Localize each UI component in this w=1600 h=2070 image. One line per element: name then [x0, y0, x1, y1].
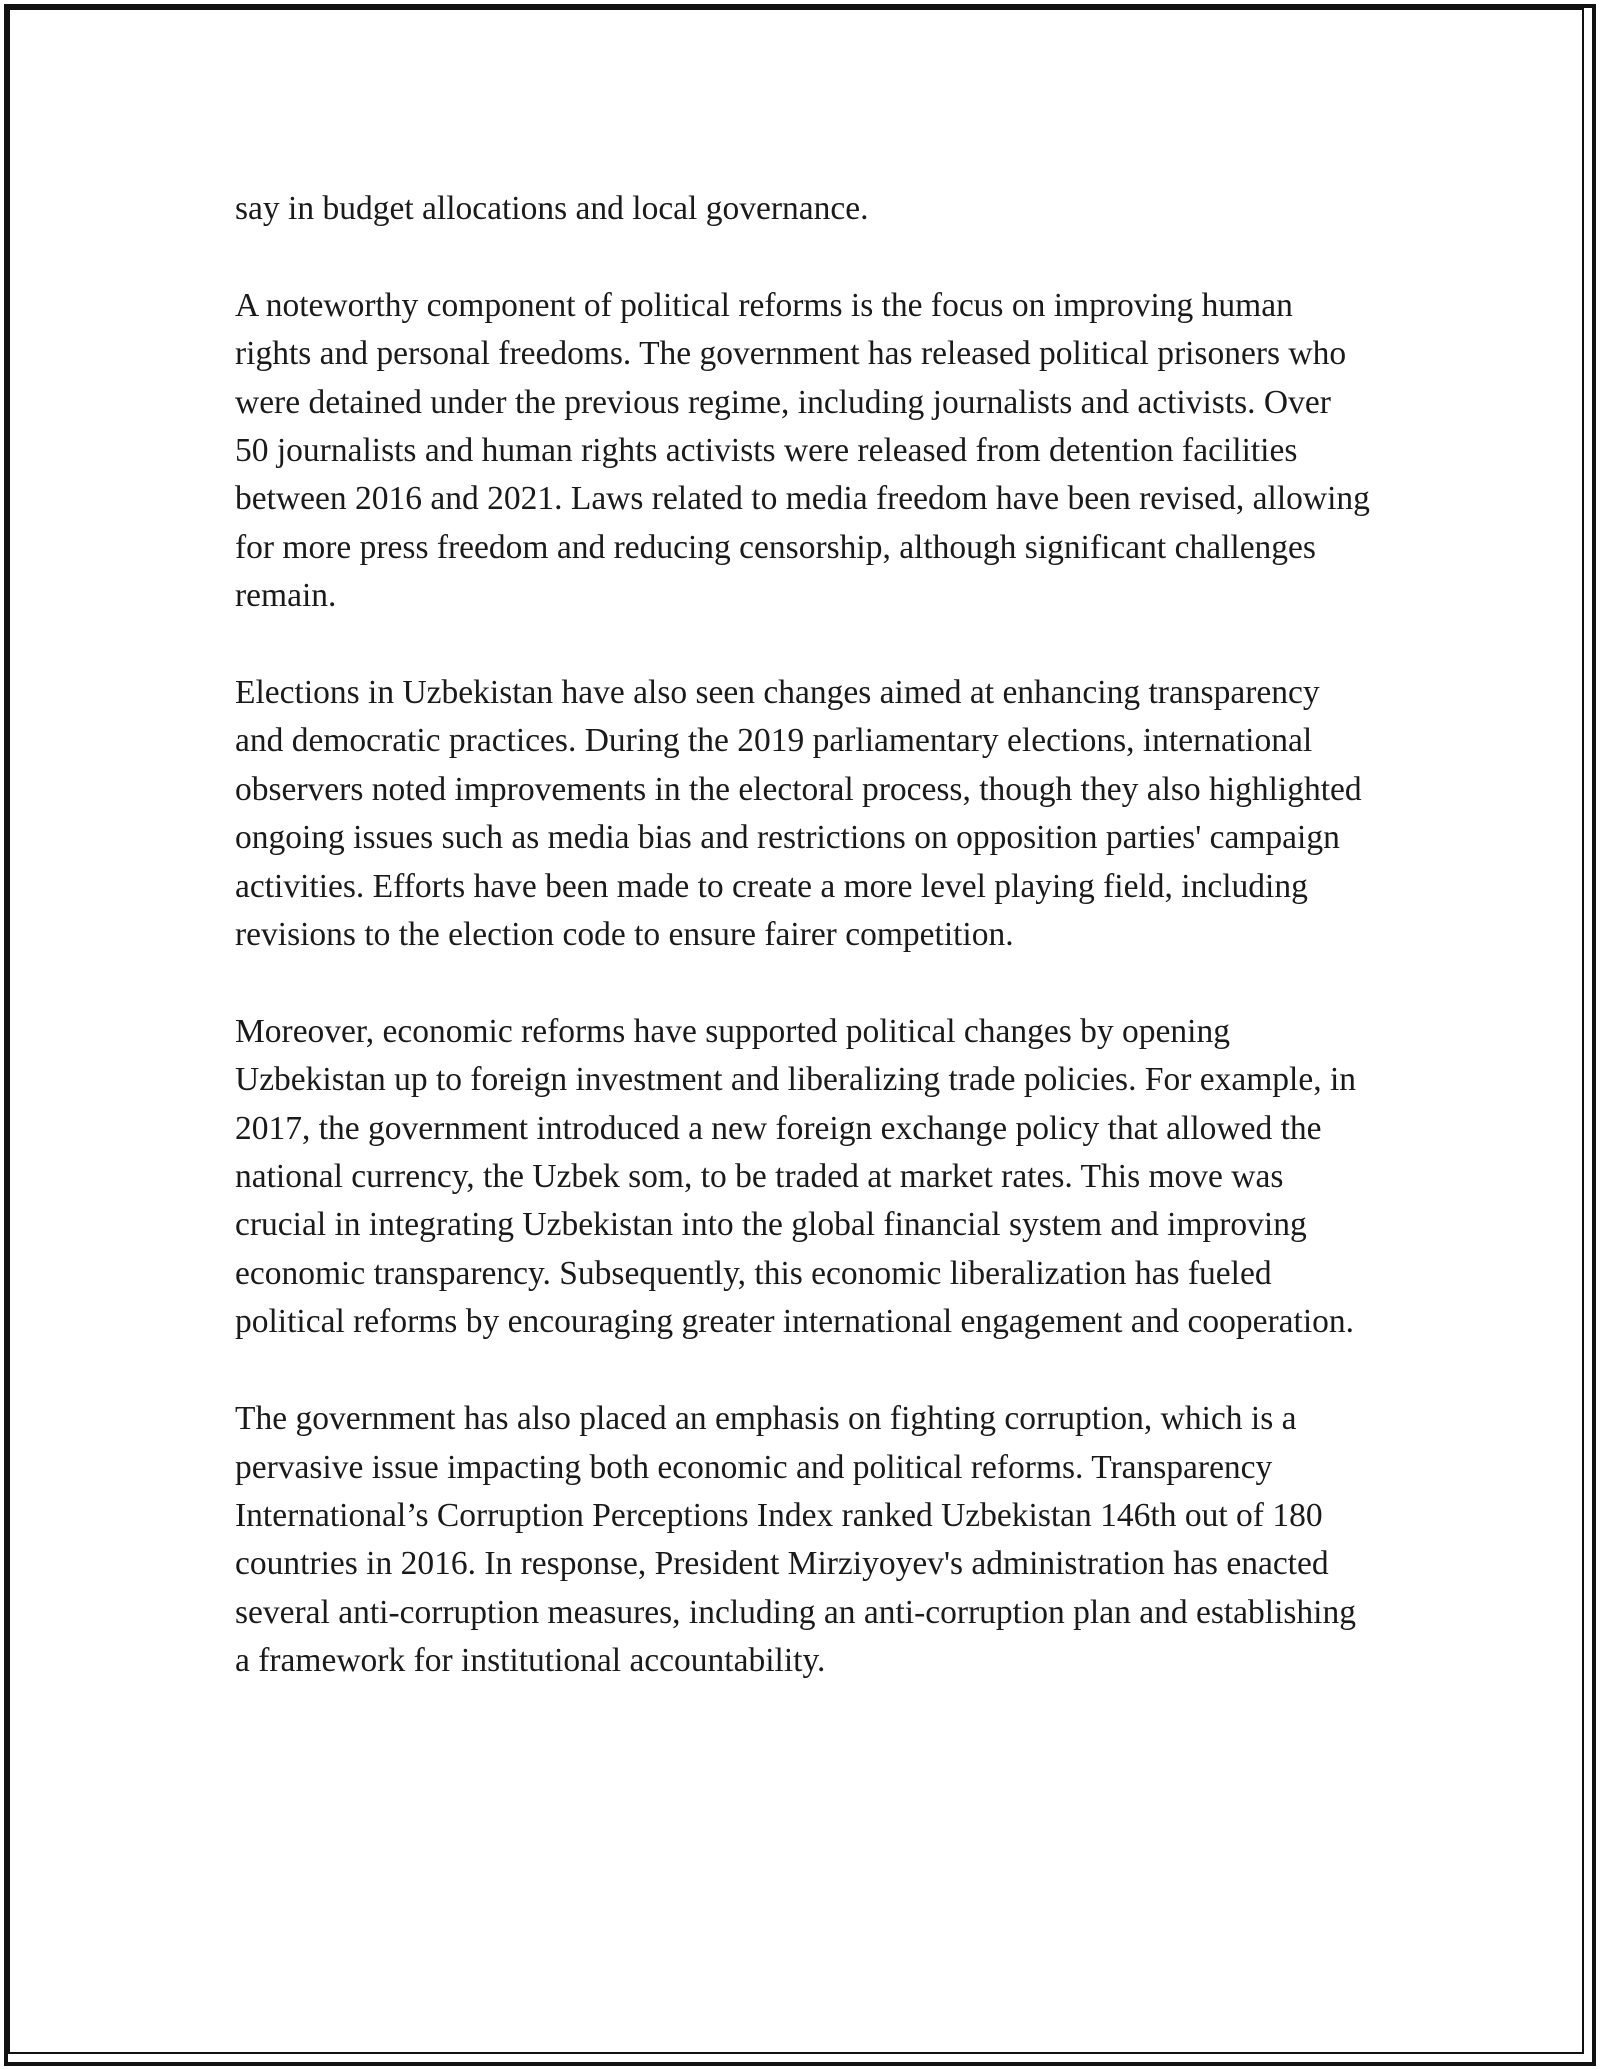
paragraph-1: say in budget allocations and local governance.	[235, 190, 869, 227]
paragraph-2: A noteworthy component of political reforms is the focus on improving human rights and personal freedoms. The government has released political prisoners who were detained under the previous regime, including journalists and activists. Over 50 journalists and human rights activists were released from detention facilities between 2016 and 2021. Laws related to media freedom have been revised, allowing for more press freedom and reducing censorship, although significant challenges remain.	[235, 286, 1370, 615]
document-body	[235, 185, 1370, 1734]
paragraph-4: Moreover, economic reforms have supported political changes by opening Uzbekistan up to foreign investment and liberalizing trade policies. For example, in 2017, the government introduced a new foreign exchange policy that allowed the national currency, the Uzbek som, to be traded at market rates. This move was crucial in integrating Uzbekistan into the global financial system and improving economic transparency. Subsequently, this economic liberalization has fueled political reforms by encouraging greater international engagement and cooperation.	[235, 1012, 1357, 1341]
paragraph-5: The government has also placed an emphasis on fighting corruption, which is a pervasive issue impacting both economic and political reforms. Transparency International’s Corruption Perceptions Index ranked Uzbekistan 146th out of 180 countries in 2016. In response, President Mirziyoyev's administration has enacted several anti-corruption measures, including an anti-corruption plan and establishing a framework for institutional accountability.	[235, 1400, 1356, 1680]
paragraph-3: Elections in Uzbekistan have also seen changes aimed at enhancing transparency and democratic practices. During the 2019 parliamentary elections, international observers noted improvements in the electoral process, though they also highlighted ongoing issues such as media bias and restrictions on opposition parties' campaign activities. Efforts have been made to create a more level playing field, including revisions to the election code to ensure fairer competition.	[235, 674, 1362, 954]
